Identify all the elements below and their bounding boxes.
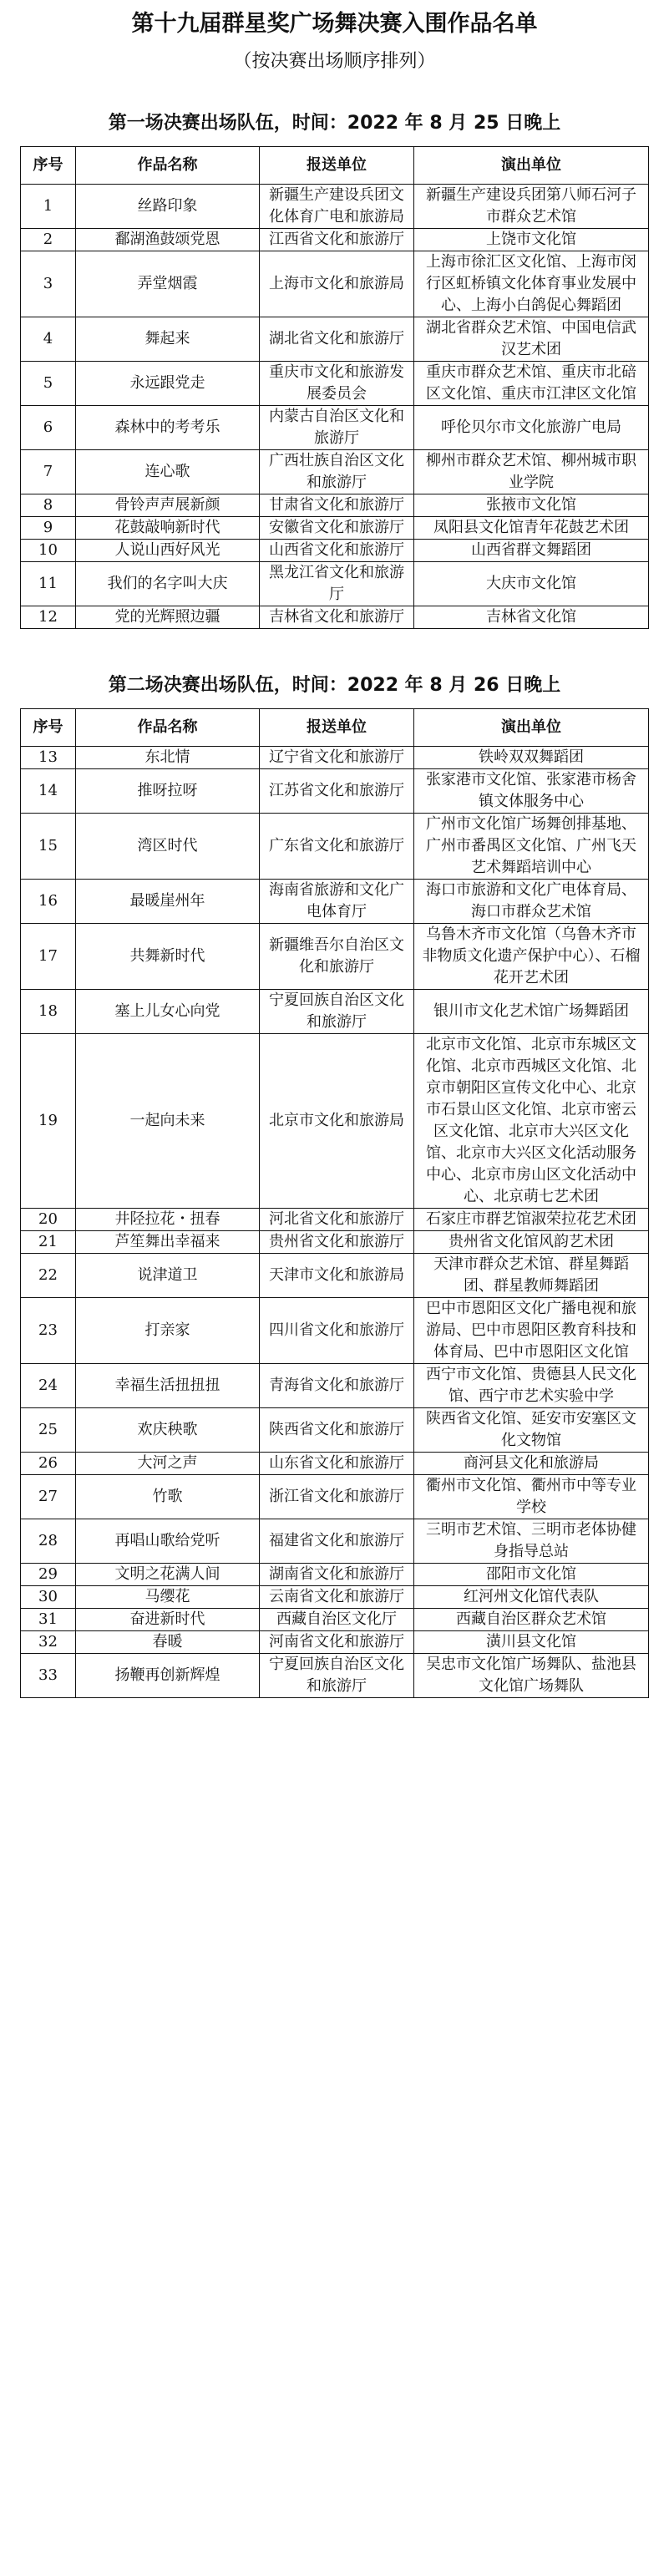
cell-unit: 河北省文化和旅游厅 xyxy=(260,1209,414,1231)
cell-no: 19 xyxy=(21,1034,76,1209)
header-unit: 报送单位 xyxy=(260,147,414,185)
cell-no: 21 xyxy=(21,1231,76,1254)
table-row xyxy=(21,1453,649,1475)
cell-no: 15 xyxy=(21,814,76,880)
cell-unit: 宁夏回族自治区文化和旅游厅 xyxy=(260,990,414,1034)
cell-performer: 陕西省文化馆、延安市安塞区文化文物馆 xyxy=(414,1408,649,1453)
cell-work: 鄱湖渔鼓颂党恩 xyxy=(76,229,260,251)
header-performer: 演出单位 xyxy=(414,147,649,185)
cell-performer: 吴忠市文化馆广场舞队、盐池县文化馆广场舞队 xyxy=(414,1654,649,1698)
table-row xyxy=(21,747,649,769)
cell-no: 16 xyxy=(21,880,76,924)
table-row xyxy=(21,1631,649,1654)
cell-no: 27 xyxy=(21,1475,76,1519)
header-unit: 报送单位 xyxy=(260,709,414,747)
table-row xyxy=(21,924,649,990)
cell-unit: 云南省文化和旅游厅 xyxy=(260,1586,414,1609)
cell-performer: 海口市旅游和文化广电体育局、海口市群众艺术馆 xyxy=(414,880,649,924)
page-title: 第十九届群星奖广场舞决赛入围作品名单 xyxy=(131,11,538,37)
cell-unit: 陕西省文化和旅游厅 xyxy=(260,1408,414,1453)
cell-unit: 山东省文化和旅游厅 xyxy=(260,1453,414,1475)
cell-no: 29 xyxy=(21,1564,76,1586)
cell-performer: 上海市徐汇区文化馆、上海市闵行区虹桥镇文化体育事业发展中心、上海小白鸽促心舞蹈团 xyxy=(414,251,649,317)
cell-work: 推呀拉呀 xyxy=(76,769,260,814)
cell-work: 奋进新时代 xyxy=(76,1609,260,1631)
table-row xyxy=(21,880,649,924)
cell-work: 最暖崖州年 xyxy=(76,880,260,924)
cell-performer: 凤阳县文化馆青年花鼓艺术团 xyxy=(414,517,649,540)
cell-unit: 黑龙江省文化和旅游厅 xyxy=(260,562,414,606)
cell-no: 32 xyxy=(21,1631,76,1654)
cell-work: 春暖 xyxy=(76,1631,260,1654)
cell-performer: 贵州省文化馆风韵艺术团 xyxy=(414,1231,649,1254)
cell-no: 12 xyxy=(21,606,76,629)
cell-performer: 银川市文化艺术馆广场舞蹈团 xyxy=(414,990,649,1034)
cell-work: 芦笙舞出幸福来 xyxy=(76,1231,260,1254)
cell-unit: 青海省文化和旅游厅 xyxy=(260,1364,414,1408)
table-row xyxy=(21,1519,649,1564)
cell-unit: 甘肃省文化和旅游厅 xyxy=(260,494,414,517)
cell-work: 东北情 xyxy=(76,747,260,769)
table-row xyxy=(21,406,649,450)
cell-unit: 西藏自治区文化厅 xyxy=(260,1609,414,1631)
cell-work: 永远跟党走 xyxy=(76,362,260,406)
cell-no: 31 xyxy=(21,1609,76,1631)
cell-no: 23 xyxy=(21,1298,76,1364)
cell-unit: 湖南省文化和旅游厅 xyxy=(260,1564,414,1586)
cell-performer: 柳州市群众艺术馆、柳州城市职业学院 xyxy=(414,450,649,494)
table-row xyxy=(21,606,649,629)
table-row xyxy=(21,317,649,362)
cell-unit: 天津市文化和旅游局 xyxy=(260,1254,414,1298)
table-row xyxy=(21,769,649,814)
cell-no: 20 xyxy=(21,1209,76,1231)
cell-unit: 江苏省文化和旅游厅 xyxy=(260,769,414,814)
table-row xyxy=(21,1231,649,1254)
cell-no: 6 xyxy=(21,406,76,450)
table-row xyxy=(21,1209,649,1231)
cell-unit: 四川省文化和旅游厅 xyxy=(260,1298,414,1364)
cell-performer: 天津市群众艺术馆、群星舞蹈团、群星教师舞蹈团 xyxy=(414,1254,649,1298)
cell-no: 24 xyxy=(21,1364,76,1408)
cell-work: 竹歌 xyxy=(76,1475,260,1519)
cell-no: 2 xyxy=(21,229,76,251)
cell-work: 塞上儿女心向党 xyxy=(76,990,260,1034)
cell-performer: 红河州文化馆代表队 xyxy=(414,1586,649,1609)
cell-no: 33 xyxy=(21,1654,76,1698)
cell-unit: 新疆维吾尔自治区文化和旅游厅 xyxy=(260,924,414,990)
cell-performer: 衢州市文化馆、衢州市中等专业学校 xyxy=(414,1475,649,1519)
table-row xyxy=(21,814,649,880)
cell-work: 骨铃声声展新颜 xyxy=(76,494,260,517)
table-header-row xyxy=(21,709,649,747)
cell-no: 8 xyxy=(21,494,76,517)
cell-no: 1 xyxy=(21,185,76,229)
cell-work: 井陉拉花・扭春 xyxy=(76,1209,260,1231)
cell-unit: 安徽省文化和旅游厅 xyxy=(260,517,414,540)
cell-performer: 呼伦贝尔市文化旅游广电局 xyxy=(414,406,649,450)
cell-performer: 湖北省群众艺术馆、中国电信武汉艺术团 xyxy=(414,317,649,362)
results-table xyxy=(20,146,649,629)
cell-unit: 内蒙古自治区文化和旅游厅 xyxy=(260,406,414,450)
cell-unit: 新疆生产建设兵团文化体育广电和旅游局 xyxy=(260,185,414,229)
section-title: 第一场决赛出场队伍，时间：2022 年 8 月 25 日晚上 xyxy=(108,113,561,134)
cell-no: 5 xyxy=(21,362,76,406)
cell-work: 大河之声 xyxy=(76,1453,260,1475)
table-row xyxy=(21,1475,649,1519)
table-row xyxy=(21,990,649,1034)
cell-unit: 山西省文化和旅游厅 xyxy=(260,540,414,562)
table-row xyxy=(21,1034,649,1209)
cell-unit: 宁夏回族自治区文化和旅游厅 xyxy=(260,1654,414,1698)
cell-no: 13 xyxy=(21,747,76,769)
cell-unit: 江西省文化和旅游厅 xyxy=(260,229,414,251)
cell-work: 人说山西好风光 xyxy=(76,540,260,562)
cell-no: 4 xyxy=(21,317,76,362)
cell-work: 幸福生活扭扭扭 xyxy=(76,1364,260,1408)
cell-unit: 重庆市文化和旅游发展委员会 xyxy=(260,362,414,406)
cell-work: 丝路印象 xyxy=(76,185,260,229)
cell-performer: 商河县文化和旅游局 xyxy=(414,1453,649,1475)
header-no: 序号 xyxy=(21,709,76,747)
cell-performer: 张掖市文化馆 xyxy=(414,494,649,517)
cell-performer: 邵阳市文化馆 xyxy=(414,1564,649,1586)
cell-work: 马缨花 xyxy=(76,1586,260,1609)
cell-no: 10 xyxy=(21,540,76,562)
header-performer: 演出单位 xyxy=(414,709,649,747)
cell-work: 森林中的考考乐 xyxy=(76,406,260,450)
table-row xyxy=(21,1408,649,1453)
cell-unit: 北京市文化和旅游局 xyxy=(260,1034,414,1209)
cell-no: 3 xyxy=(21,251,76,317)
cell-no: 14 xyxy=(21,769,76,814)
cell-no: 30 xyxy=(21,1586,76,1609)
cell-no: 22 xyxy=(21,1254,76,1298)
cell-work: 湾区时代 xyxy=(76,814,260,880)
cell-no: 9 xyxy=(21,517,76,540)
cell-work: 打亲家 xyxy=(76,1298,260,1364)
cell-performer: 新疆生产建设兵团第八师石河子市群众艺术馆 xyxy=(414,185,649,229)
cell-no: 11 xyxy=(21,562,76,606)
cell-unit: 福建省文化和旅游厅 xyxy=(260,1519,414,1564)
cell-work: 文明之花满人间 xyxy=(76,1564,260,1586)
cell-no: 18 xyxy=(21,990,76,1034)
table-row xyxy=(21,450,649,494)
table-row xyxy=(21,517,649,540)
table-row xyxy=(21,494,649,517)
cell-performer: 巴中市恩阳区文化广播电视和旅游局、巴中市恩阳区教育科技和体育局、巴中市恩阳区文化馆 xyxy=(414,1298,649,1364)
table-row xyxy=(21,1586,649,1609)
cell-performer: 北京市文化馆、北京市东城区文化馆、北京市西城区文化馆、北京市朝阳区宣传文化中心、北京市石景山区文化馆、北京市密云区文化馆、北京市大兴区文化馆、北京市大兴区文化活动服务中心、北京市房山区文化活动中心、北京萌七艺术团 xyxy=(414,1034,649,1209)
cell-no: 26 xyxy=(21,1453,76,1475)
cell-work: 连心歌 xyxy=(76,450,260,494)
cell-work: 欢庆秧歌 xyxy=(76,1408,260,1453)
page-subtitle: （按决赛出场顺序排列） xyxy=(233,51,436,72)
table-row xyxy=(21,562,649,606)
header-work: 作品名称 xyxy=(76,709,260,747)
cell-performer: 石家庄市群艺馆淑荣拉花艺术团 xyxy=(414,1209,649,1231)
table-row xyxy=(21,1364,649,1408)
cell-performer: 三明市艺术馆、三明市老体协健身指导总站 xyxy=(414,1519,649,1564)
cell-performer: 西宁市文化馆、贵德县人民文化馆、西宁市艺术实验中学 xyxy=(414,1364,649,1408)
cell-work: 扬鞭再创新辉煌 xyxy=(76,1654,260,1698)
cell-no: 25 xyxy=(21,1408,76,1453)
cell-unit: 湖北省文化和旅游厅 xyxy=(260,317,414,362)
cell-performer: 吉林省文化馆 xyxy=(414,606,649,629)
section-title: 第二场决赛出场队伍，时间：2022 年 8 月 26 日晚上 xyxy=(108,675,561,696)
cell-no: 28 xyxy=(21,1519,76,1564)
cell-performer: 乌鲁木齐市文化馆（乌鲁木齐市非物质文化遗产保护中心）、石榴花开艺术团 xyxy=(414,924,649,990)
cell-performer: 西藏自治区群众艺术馆 xyxy=(414,1609,649,1631)
cell-work: 花鼓敲响新时代 xyxy=(76,517,260,540)
results-table xyxy=(20,708,649,1698)
cell-performer: 铁岭双双舞蹈团 xyxy=(414,747,649,769)
table-row xyxy=(21,540,649,562)
cell-work: 共舞新时代 xyxy=(76,924,260,990)
cell-unit: 河南省文化和旅游厅 xyxy=(260,1631,414,1654)
cell-work: 一起向未来 xyxy=(76,1034,260,1209)
cell-work: 党的光辉照边疆 xyxy=(76,606,260,629)
cell-performer: 重庆市群众艺术馆、重庆市北碚区文化馆、重庆市江津区文化馆 xyxy=(414,362,649,406)
table-header-row xyxy=(21,147,649,185)
cell-unit: 海南省旅游和文化广电体育厅 xyxy=(260,880,414,924)
cell-unit: 吉林省文化和旅游厅 xyxy=(260,606,414,629)
cell-unit: 广东省文化和旅游厅 xyxy=(260,814,414,880)
table-row xyxy=(21,1564,649,1586)
cell-unit: 贵州省文化和旅游厅 xyxy=(260,1231,414,1254)
cell-unit: 浙江省文化和旅游厅 xyxy=(260,1475,414,1519)
cell-unit: 辽宁省文化和旅游厅 xyxy=(260,747,414,769)
cell-no: 7 xyxy=(21,450,76,494)
table-row xyxy=(21,229,649,251)
cell-work: 说津道卫 xyxy=(76,1254,260,1298)
cell-work: 舞起来 xyxy=(76,317,260,362)
header-work: 作品名称 xyxy=(76,147,260,185)
cell-unit: 广西壮族自治区文化和旅游厅 xyxy=(260,450,414,494)
cell-performer: 广州市文化馆广场舞创排基地、广州市番禺区文化馆、广州飞天艺术舞蹈培训中心 xyxy=(414,814,649,880)
cell-work: 再唱山歌给党听 xyxy=(76,1519,260,1564)
cell-performer: 大庆市文化馆 xyxy=(414,562,649,606)
cell-work: 弄堂烟霞 xyxy=(76,251,260,317)
table-row xyxy=(21,185,649,229)
table-row xyxy=(21,1254,649,1298)
cell-performer: 山西省群文舞蹈团 xyxy=(414,540,649,562)
cell-performer: 潢川县文化馆 xyxy=(414,1631,649,1654)
cell-work: 我们的名字叫大庆 xyxy=(76,562,260,606)
table-row xyxy=(21,1298,649,1364)
table-row xyxy=(21,251,649,317)
table-row xyxy=(21,1654,649,1698)
cell-no: 17 xyxy=(21,924,76,990)
cell-unit: 上海市文化和旅游局 xyxy=(260,251,414,317)
cell-performer: 上饶市文化馆 xyxy=(414,229,649,251)
cell-performer: 张家港市文化馆、张家港市杨舍镇文体服务中心 xyxy=(414,769,649,814)
table-row xyxy=(21,362,649,406)
header-no: 序号 xyxy=(21,147,76,185)
table-row xyxy=(21,1609,649,1631)
